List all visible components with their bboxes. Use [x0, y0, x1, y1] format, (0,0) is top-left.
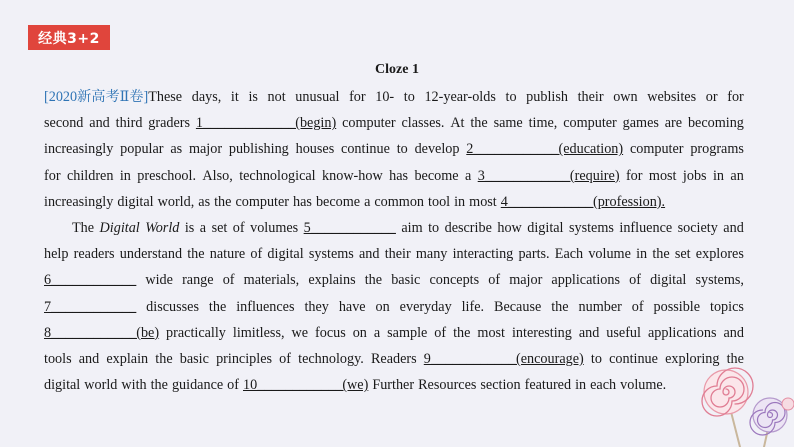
- passage-line: [44, 84, 744, 110]
- passage-word: These: [148, 89, 183, 105]
- passage-word: Further: [372, 377, 415, 394]
- passage-word: time,: [528, 115, 558, 132]
- passage-word: possible: [653, 298, 701, 315]
- passage-word: to: [590, 351, 602, 368]
- passage-word: become: [414, 167, 459, 184]
- passage-word: number: [578, 298, 622, 315]
- passage-word: digital: [527, 220, 564, 237]
- passage-word: limitless,: [232, 324, 285, 341]
- passage-word: increasingly: [44, 193, 114, 210]
- passage-word: second: [44, 115, 84, 132]
- passage-word: explains: [308, 272, 356, 289]
- passage-word: 12-year-olds: [424, 89, 496, 105]
- passage-word: third: [115, 115, 143, 132]
- passage-word: for: [44, 167, 61, 184]
- passage-word: a: [364, 193, 371, 210]
- passage-word: The: [72, 220, 95, 237]
- passage-word: major: [188, 141, 223, 158]
- passage-line: [44, 372, 744, 398]
- passage-word: and: [578, 324, 600, 341]
- passage-word: they: [304, 298, 329, 315]
- passage-word: technological: [239, 167, 316, 184]
- passage-word: concepts: [429, 272, 480, 289]
- passage-word: world: [84, 377, 118, 394]
- blank-field: 10____________(we): [243, 377, 369, 394]
- passage-word: help: [44, 246, 69, 263]
- passage-word: and: [359, 246, 380, 263]
- passage-word: a: [464, 167, 472, 184]
- blank-field: 7____________: [44, 298, 137, 315]
- source-tag: [2020新高考Ⅱ卷]: [44, 89, 149, 105]
- passage-word: the: [187, 246, 205, 263]
- passage-word: applications: [551, 272, 620, 289]
- passage-word: useful: [606, 324, 641, 341]
- passage-word: the: [551, 298, 569, 315]
- section-badge: 经典3+2: [28, 25, 110, 50]
- passage-word: society: [677, 220, 718, 237]
- passage-word: World: [145, 220, 180, 237]
- passage-word: for: [625, 167, 643, 184]
- passage-word: volumes: [250, 220, 299, 237]
- lollipop-decoration-icon: [690, 360, 794, 447]
- passage-word: set: [211, 220, 228, 237]
- passage-word: computer: [342, 115, 396, 132]
- passage-word: is: [248, 89, 258, 105]
- passage-word: on: [352, 324, 367, 341]
- passage-word: focus: [315, 324, 346, 341]
- passage-word: interacting: [452, 246, 514, 263]
- passage-word: and: [78, 351, 100, 368]
- passage-word: Also,: [202, 167, 233, 184]
- passage-word: is: [184, 220, 195, 237]
- passage-word: systems,: [695, 272, 744, 289]
- passage-word: continue: [609, 351, 658, 368]
- passage-word: develop: [414, 141, 460, 158]
- passage-title: Cloze 1: [375, 62, 419, 77]
- passage-word: life.: [461, 298, 485, 315]
- passage-line: [44, 110, 744, 136]
- passage-word: to: [505, 89, 517, 105]
- passage-word: the: [155, 351, 173, 368]
- passage-word: interesting: [511, 324, 572, 341]
- passage-word: of: [629, 272, 641, 289]
- passage-word: volume.: [620, 377, 667, 394]
- passage-word: publish: [526, 89, 568, 105]
- passage-word: are: [664, 115, 683, 132]
- passage-word: digital: [650, 272, 687, 289]
- passage-word: graders: [148, 115, 191, 132]
- blank-field: 3____________(require): [477, 167, 620, 184]
- passage-word: digital: [117, 193, 154, 210]
- passage-word: the: [470, 115, 488, 132]
- passage-word: of: [227, 377, 239, 394]
- passage-word: to: [396, 141, 408, 158]
- passage-word: computer: [563, 115, 617, 132]
- passage-word: of: [488, 272, 501, 289]
- passage-word: becoming: [687, 115, 744, 132]
- passage-word: of: [222, 272, 235, 289]
- passage-word: unusual: [295, 89, 340, 105]
- passage-word: as: [198, 193, 211, 210]
- passage-word: common: [374, 193, 425, 210]
- passage-word: publishing: [228, 141, 289, 158]
- passage-word: a: [199, 220, 207, 237]
- passage-word: Readers: [370, 351, 417, 368]
- passage-word: influence: [619, 220, 673, 237]
- passage-word: digital: [44, 377, 81, 394]
- passage-word: At: [450, 115, 465, 132]
- passage-word: has: [389, 167, 409, 184]
- passage-word: not: [267, 89, 286, 105]
- passage-word: Resources: [418, 377, 477, 394]
- passage-line: [44, 320, 744, 346]
- passage-line: [44, 215, 744, 241]
- passage-word: the: [652, 246, 670, 263]
- passage-word: discusses: [146, 298, 199, 315]
- passage-line: [44, 294, 744, 320]
- passage-word: exploring: [665, 351, 720, 368]
- passage-word: Because: [494, 298, 542, 315]
- passage-word: applications: [647, 324, 717, 341]
- passage-word: the: [208, 298, 227, 315]
- passage-word: for: [349, 89, 366, 105]
- passage-word: to: [403, 89, 415, 105]
- passage-word: it: [230, 89, 239, 105]
- passage-word: aim: [401, 220, 423, 237]
- passage-word: a: [373, 324, 381, 341]
- passage-word: increasingly: [44, 141, 114, 158]
- passage-word: own: [613, 89, 638, 105]
- passage-word: of: [631, 298, 644, 315]
- passage-word: of: [434, 324, 447, 341]
- passage-word: parts.: [518, 246, 550, 263]
- passage-word: the: [453, 324, 471, 341]
- blank-field: 5____________: [303, 220, 396, 237]
- passage-word: nature: [209, 246, 246, 263]
- passage-word: popular: [120, 141, 164, 158]
- passage-word: the: [364, 272, 383, 289]
- passage-word: classes.: [401, 115, 445, 132]
- passage-word: in: [712, 167, 725, 184]
- passage-word: tool: [428, 193, 451, 210]
- passage-word: Each: [554, 246, 584, 263]
- passage-word: know-how: [322, 167, 383, 184]
- passage-word: most: [477, 324, 505, 341]
- passage-word: of: [232, 220, 245, 237]
- passage-line: [44, 241, 744, 267]
- passage-word: the: [726, 351, 744, 368]
- passage-line: [44, 189, 744, 215]
- passage-word: systems: [568, 220, 614, 237]
- blank-field: 6____________: [44, 272, 137, 289]
- passage-word: we: [291, 324, 309, 341]
- passage-line: [44, 346, 744, 372]
- passage-word: sample: [387, 324, 428, 341]
- passage-word: range: [182, 272, 214, 289]
- passage-word: in: [454, 193, 466, 210]
- passage-word: influences: [236, 298, 295, 315]
- passage-word: or: [705, 89, 718, 105]
- passage-word: of: [279, 351, 291, 368]
- passage-word: wide: [145, 272, 173, 289]
- passage-word: in: [636, 246, 648, 263]
- passage-word: practically: [166, 324, 226, 341]
- blank-field: 1_____________(begin): [195, 115, 337, 132]
- source-word-group: [44, 84, 182, 110]
- passage-word: of: [250, 246, 263, 263]
- passage-word: programs: [690, 141, 744, 158]
- passage-word: with: [121, 377, 147, 394]
- passage-word: basic: [179, 351, 209, 368]
- passage-word: websites: [647, 89, 697, 105]
- passage-word: an: [730, 167, 744, 184]
- passage-word: set: [674, 246, 691, 263]
- blank-field: 4____________(profession).: [500, 193, 666, 210]
- passage-word: the: [214, 193, 232, 210]
- passage-word: topics: [710, 298, 744, 315]
- passage-word: describe: [444, 220, 492, 237]
- passage-line: [44, 163, 744, 189]
- passage-word: understand: [119, 246, 183, 263]
- passage-word: featured: [524, 377, 572, 394]
- passage-word: most: [469, 193, 497, 210]
- passage-word: games: [622, 115, 659, 132]
- passage-word: world,: [157, 193, 195, 210]
- passage-word: days,: [191, 89, 222, 105]
- passage-word: and: [723, 324, 744, 341]
- passage-word: 10-: [375, 89, 395, 105]
- passage-word: and: [723, 220, 744, 237]
- passage-word: guidance: [171, 377, 224, 394]
- passage-word: children: [66, 167, 114, 184]
- passage-word: to: [428, 220, 440, 237]
- passage-word: each: [590, 377, 617, 394]
- passage-word: computer: [235, 193, 290, 210]
- passage-word: readers: [73, 246, 115, 263]
- passage-word: in: [575, 377, 587, 394]
- passage-word: on: [375, 298, 390, 315]
- passage-word: houses: [295, 141, 335, 158]
- passage-word: basic: [391, 272, 421, 289]
- cloze-passage: [44, 84, 744, 398]
- passage-word: and: [89, 115, 110, 132]
- passage-word: everyday: [399, 298, 452, 315]
- passage-word: principles: [216, 351, 273, 368]
- passage-word: has: [293, 193, 312, 210]
- passage-word: as: [170, 141, 183, 158]
- passage-word: systems: [308, 246, 354, 263]
- passage-word: Digital: [99, 220, 140, 237]
- passage-word: their: [577, 89, 604, 105]
- passage-word: section: [480, 377, 521, 394]
- passage-word: in: [119, 167, 131, 184]
- passage-word: jobs: [682, 167, 707, 184]
- passage-line: [44, 136, 744, 162]
- passage-word: preschool.: [137, 167, 197, 184]
- passage-word: have: [338, 298, 366, 315]
- passage-word: volume: [588, 246, 631, 263]
- passage-word: major: [509, 272, 543, 289]
- passage-word: computer: [629, 141, 684, 158]
- passage-word: most: [648, 167, 677, 184]
- passage-word: tools: [44, 351, 72, 368]
- blank-field: 8____________(be): [44, 324, 160, 341]
- passage-word: explain: [106, 351, 149, 368]
- passage-word: materials,: [243, 272, 300, 289]
- passage-word: how: [497, 220, 522, 237]
- passage-word: technology.: [298, 351, 364, 368]
- passage-word: the: [150, 377, 168, 394]
- passage-word: explores: [695, 246, 744, 263]
- passage-word: for: [727, 89, 744, 105]
- blank-field: 9____________(encourage): [423, 351, 584, 368]
- passage-word: become: [315, 193, 361, 210]
- passage-word: continue: [341, 141, 390, 158]
- passage-word: their: [384, 246, 411, 263]
- passage-word: same: [493, 115, 523, 132]
- passage-line: [44, 267, 744, 293]
- passage-word: digital: [267, 246, 304, 263]
- blank-field: 2____________(education): [466, 141, 624, 158]
- passage-word: many: [415, 246, 448, 263]
